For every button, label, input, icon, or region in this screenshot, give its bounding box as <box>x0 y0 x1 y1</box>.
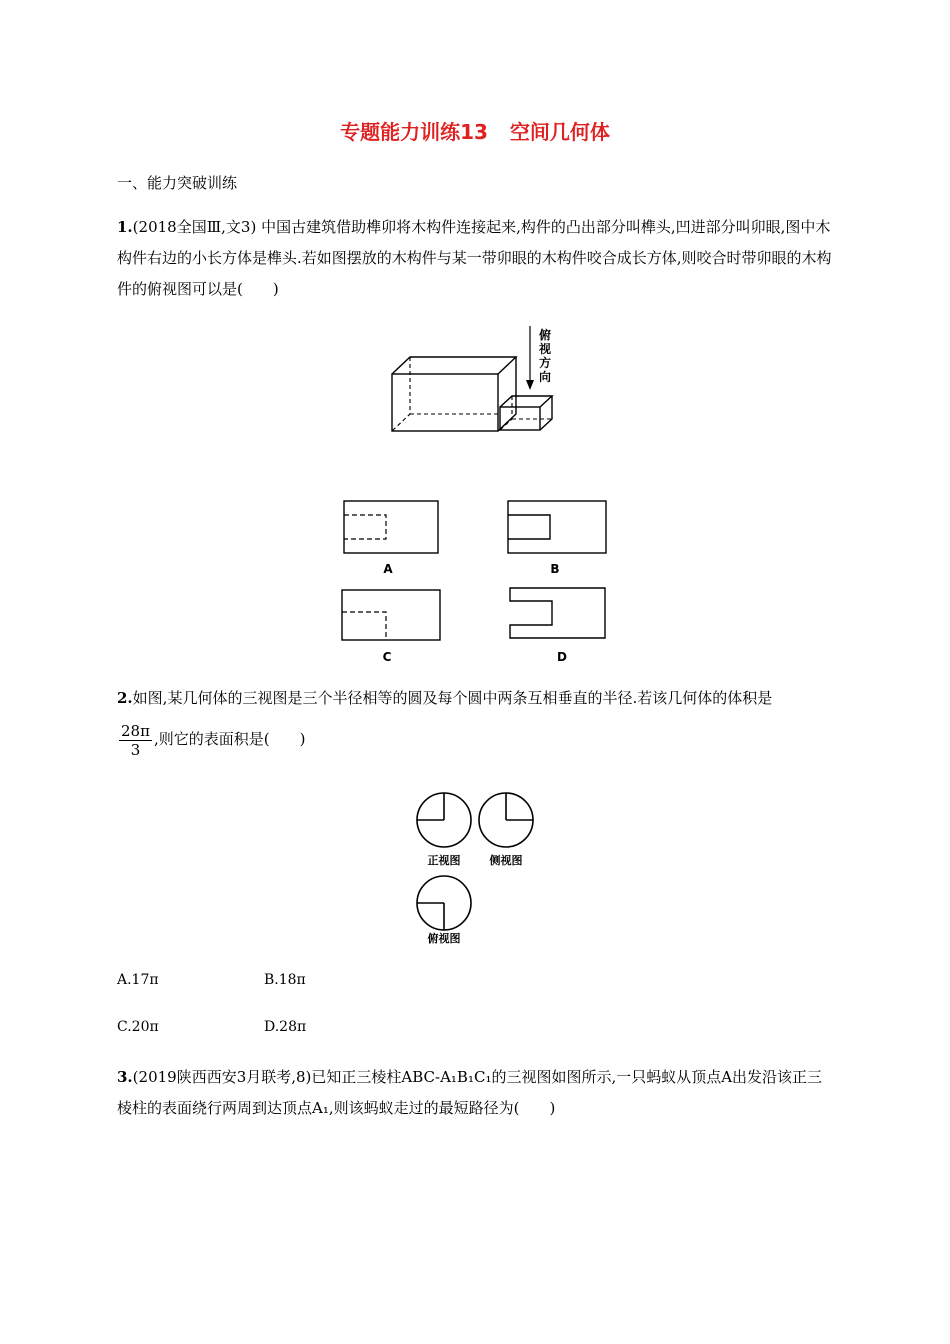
question-2-line-2 <box>117 717 837 761</box>
question-2-three-views-figure <box>410 790 540 950</box>
question-1-solid-figure <box>380 320 580 440</box>
question-3 <box>117 1062 837 1124</box>
section-heading: 一、能力突破训练 <box>117 174 238 192</box>
choice-b: B.18π <box>264 972 306 988</box>
option-b-view <box>508 501 606 553</box>
option-a-label: A <box>383 562 393 576</box>
question-2-number: 2. <box>117 689 133 707</box>
option-a-view <box>344 501 438 553</box>
front-view-label: 正视图 <box>427 854 461 867</box>
option-c-view <box>342 590 440 640</box>
side-view-label: 侧视图 <box>489 854 523 867</box>
direction-char-3: 方 <box>539 356 552 370</box>
direction-char-4: 向 <box>539 370 552 384</box>
fraction-numerator: 28π <box>121 721 150 740</box>
choice-d: D.28π <box>264 1019 307 1035</box>
option-d-view <box>510 588 605 638</box>
question-1 <box>117 212 837 305</box>
question-2-text-after: ,则它的表面积是( ) <box>153 730 306 748</box>
choice-a: A.17π <box>117 972 159 988</box>
top-view-label: 俯视图 <box>427 932 461 945</box>
question-3-text: (2019陕西西安3月联考,8)已知正三棱柱ABC-A₁B₁C₁的三视图如图所示,一只蚂蚁从顶点A出发沿该正三棱柱的表面绕行两周到达顶点A₁,则该蚂蚁走过的最短路径为( ) <box>117 1068 823 1117</box>
question-2-text-before: 如图,某几何体的三视图是三个半径相等的圆及每个圆中两条互相垂直的半径.若该几何体的体积是 <box>132 689 773 707</box>
option-d-label: D <box>557 650 567 664</box>
choice-c: C.20π <box>117 1019 159 1035</box>
title-part2: 空间几何体 <box>509 120 610 144</box>
question-1-text: (2018全国Ⅲ,文3) 中国古建筑借助榫卯将木构件连接起来,构件的凸出部分叫榫头,凹进部分叫卯眼,图中木构件右边的小长方体是榫头.若如图摆放的木构件与某一带卯眼的木构件咬合成长方体,则咬合时带卯眼的木构件的俯视图可以是( ) <box>117 218 832 298</box>
title-part1: 专题能力训练13 <box>340 120 488 144</box>
option-c-label: C <box>382 650 392 664</box>
direction-char-1: 俯 <box>539 328 552 342</box>
question-1-options-figure <box>330 495 620 670</box>
fraction-denominator: 3 <box>130 740 141 759</box>
option-b-label: B <box>550 562 560 576</box>
direction-char-2: 视 <box>539 342 552 356</box>
volume-fraction <box>119 722 152 759</box>
question-3-number: 3. <box>117 1068 133 1086</box>
question-1-number: 1. <box>117 218 133 236</box>
page-title <box>0 116 950 145</box>
question-2-line-1 <box>117 683 837 714</box>
